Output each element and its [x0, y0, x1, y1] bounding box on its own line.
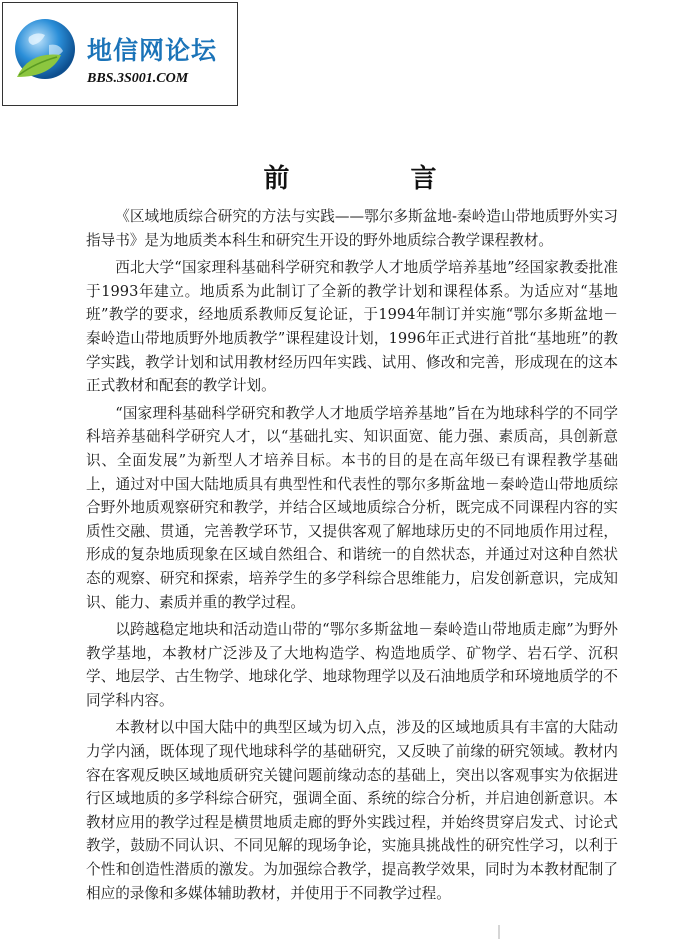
paragraph: 以跨越稳定地块和活动造山带的“鄂尔多斯盆地－秦岭造山带地质走廊”为野外教学基地，本教材广泛涉及了大地构造学、构造地质学、矿物学、岩石学、沉积学、地层学、古生物学、地球化学、地球物理学以及石油地质学和环境地质学的不同学科内容。	[86, 621, 618, 709]
forum-logo	[2, 2, 238, 106]
logo-url: BBS.3S001.COM	[87, 71, 189, 86]
preface-body	[86, 205, 618, 909]
paragraph: 《区域地质综合研究的方法与实践——鄂尔多斯盆地-秦岭造山带地质野外实习指导书》是为地质类本科生和研究生开设的野外地质综合教学课程教材。	[86, 208, 618, 249]
paragraph: 西北大学“国家理科基础科学研究和教学人才地质学培养基地”经国家教委批准于1993年建立。地质系为此制订了全新的教学计划和课程体系。为适应对“基地班”教学的要求，经地质系教师反复论证，于1994年制订并实施“鄂尔多斯盆地－秦岭造山带地质野外地质教学”课程建设计划，1996年正式进行首批“基地班”的教学实践，教学计划和试用教材经历四年实践、试用、修改和完善，形成现在的这本正式教材和配套的教学计划。	[86, 259, 618, 395]
scan-mark	[498, 925, 500, 939]
paragraph: “国家理科基础科学研究和教学人才地质学培养基地”旨在为地球科学的不同学科培养基础科学研究人才，以“基础扎实、知识面宽、能力强、素质高，具创新意识、全面发展”为新型人才培养目标。本书的目的是在高年级已有课程教学基础上，通过对中国大陆地质具有典型性和代表性的鄂尔多斯盆地－秦岭造山带地质综合野外地质观察研究和教学，并结合区域地质综合分析，既完成不同课程内容的实质性交融、贯通，完善教学环节，又提供客观了解地球历史的不同地质作用过程，形成的复杂地质现象在区域自然组合、和谐统一的自然状态，并通过对这种自然状态的观察、研究和探索，培养学生的多学科综合思维能力，启发创新意识，完成知识、能力、素质并重的教学过程。	[86, 404, 618, 611]
paragraph: 本教材以中国大陆中的典型区域为切入点，涉及的区域地质具有丰富的大陆动力学内涵，既体现了现代地球科学的基础研究，又反映了前缘的研究领域。教材内容在客观反映区域地质研究关键问题前缘动态的基础上，突出以客观事实为依据进行区域地质的多学科综合研究，强调全面、系统的综合分析，并启迪创新意识。本教材应用的教学过程是横贯地质走廊的野外实践过程，并始终贯穿启发式、讨论式教学，鼓励不同认识、不同见解的现场争论，实施具挑战性的研究性学习，以利于个性和创造性潜质的激发。为加强综合教学，提高教学效果，同时为本教材配制了相应的录像和多媒体辅助教材，并使用于不同教学过程。	[86, 719, 618, 902]
logo-title: 地信网论坛	[87, 36, 218, 65]
globe-leaf-icon	[11, 15, 83, 87]
page-title: 前 言	[263, 164, 493, 194]
